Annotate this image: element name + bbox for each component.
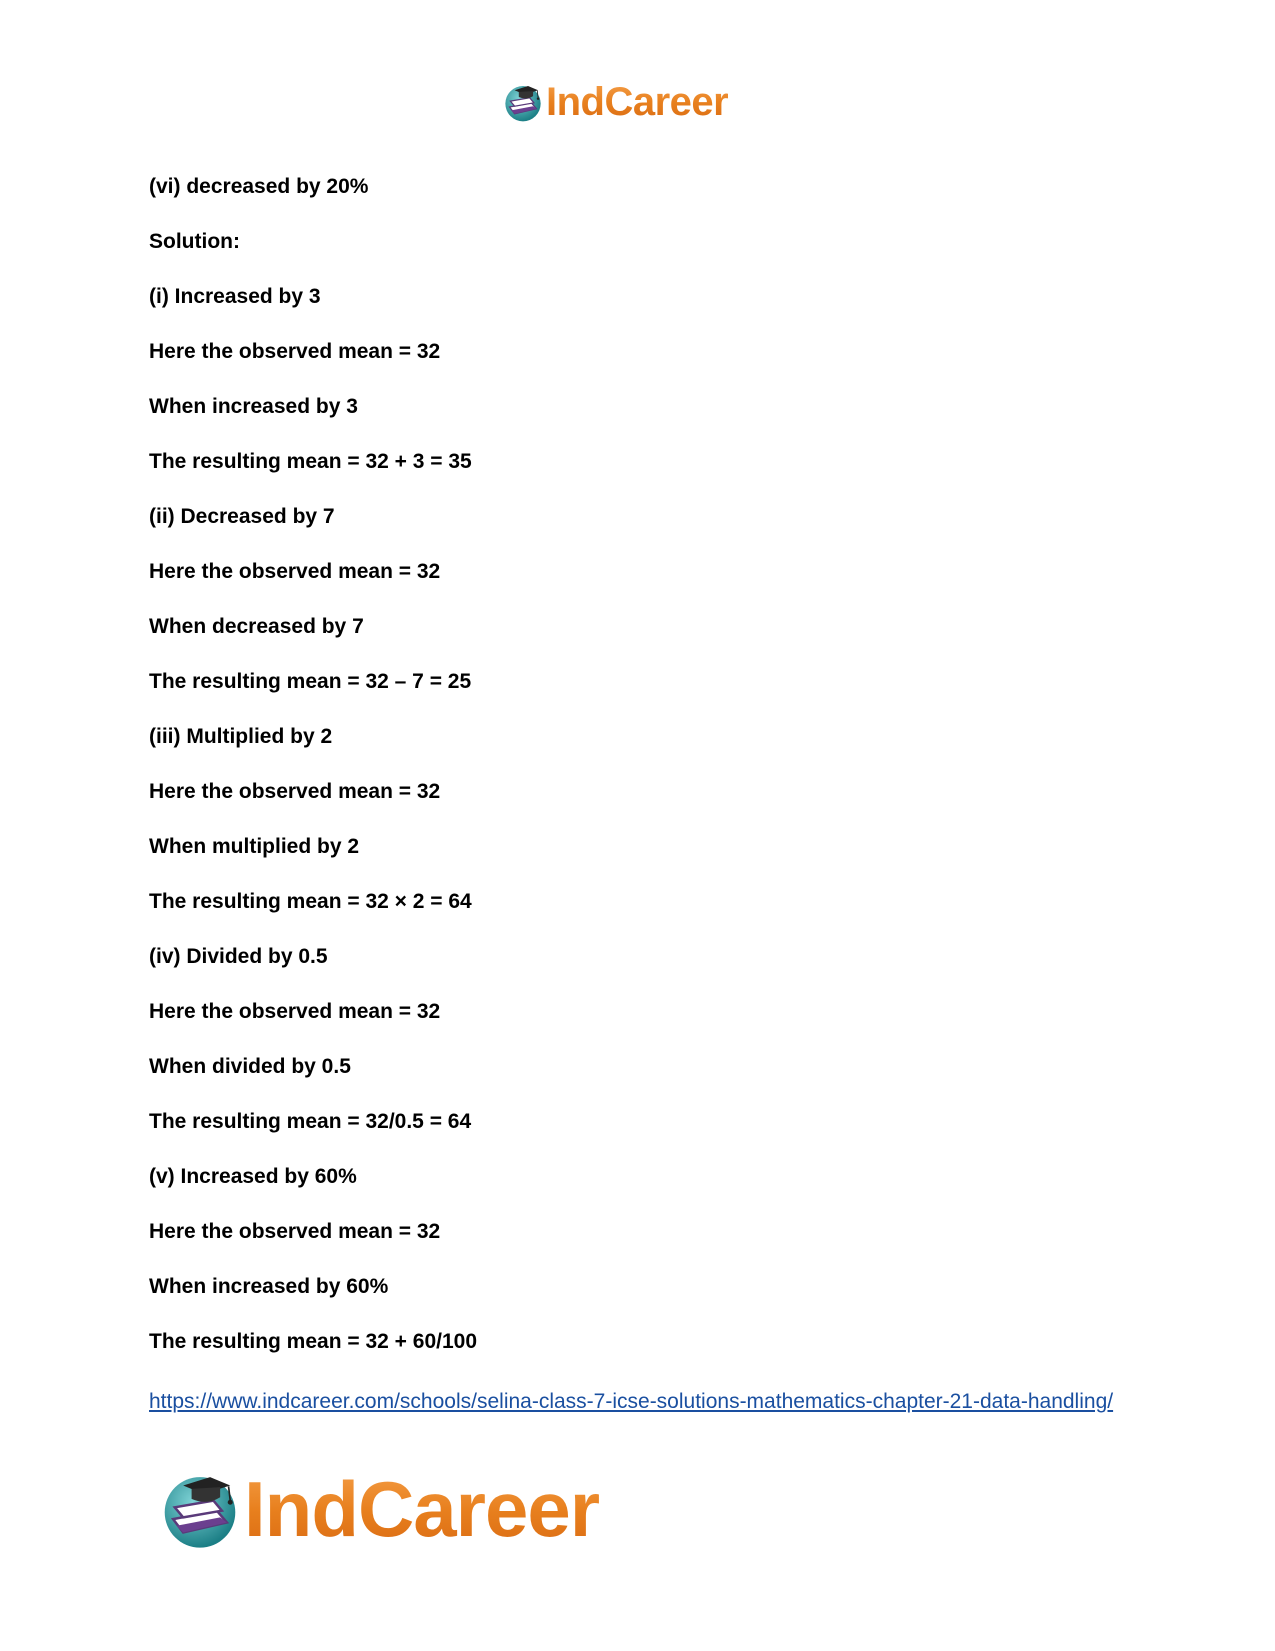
footer-logo-text: IndCareer [244, 1464, 600, 1553]
part-iv-observed-mean: Here the observed mean = 32 [149, 1000, 441, 1023]
part-iii-observed-mean: Here the observed mean = 32 [149, 780, 441, 803]
part-v-observed-mean: Here the observed mean = 32 [149, 1220, 441, 1243]
header-logo [502, 78, 728, 126]
part-ii-result: The resulting mean = 32 – 7 = 25 [149, 670, 472, 693]
part-v-heading: (v) Increased by 60% [149, 1165, 357, 1188]
part-ii-observed-mean: Here the observed mean = 32 [149, 560, 441, 583]
part-iv-heading: (iv) Divided by 0.5 [149, 945, 328, 968]
part-v-result: The resulting mean = 32 + 60/100 [149, 1330, 477, 1353]
part-i-heading: (i) Increased by 3 [149, 285, 321, 308]
part-ii-heading: (ii) Decreased by 7 [149, 505, 335, 528]
header-logo-text: IndCareer [546, 79, 729, 124]
question-part-vi: (vi) decreased by 20% [149, 175, 369, 198]
part-ii-operation: When decreased by 7 [149, 615, 364, 638]
part-i-operation: When increased by 3 [149, 395, 358, 418]
graduation-cap-books-globe-icon [158, 1467, 242, 1551]
part-iii-heading: (iii) Multiplied by 2 [149, 725, 333, 748]
part-iv-result: The resulting mean = 32/0.5 = 64 [149, 1110, 472, 1133]
solution-content [149, 174, 1129, 1384]
part-i-result: The resulting mean = 32 + 3 = 35 [149, 450, 472, 473]
graduation-cap-books-globe-icon [502, 81, 544, 123]
footer-logo [158, 1464, 599, 1554]
part-v-operation: When increased by 60% [149, 1275, 389, 1298]
solution-heading: Solution: [149, 230, 240, 253]
source-url-link[interactable]: https://www.indcareer.com/schools/selina-class-7-icse-solutions-mathematics-chapter-21-data-handling/ [149, 1390, 1114, 1413]
part-iv-operation: When divided by 0.5 [149, 1055, 351, 1078]
part-i-observed-mean: Here the observed mean = 32 [149, 340, 441, 363]
part-iii-result: The resulting mean = 32 × 2 = 64 [149, 890, 472, 913]
part-iii-operation: When multiplied by 2 [149, 835, 360, 858]
